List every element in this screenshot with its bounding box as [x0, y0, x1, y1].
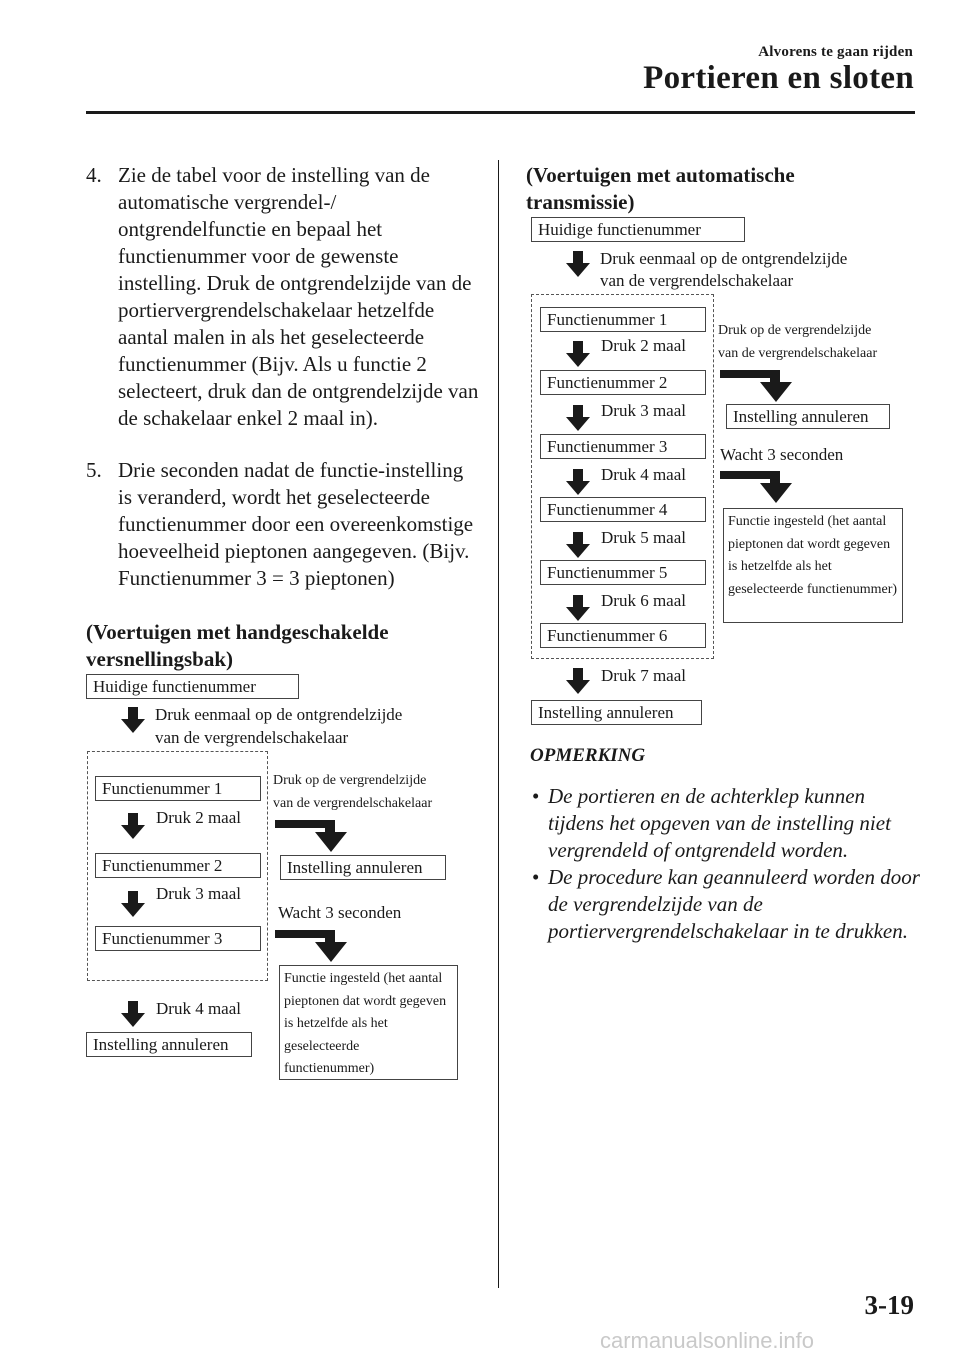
manual-function-3-box: Functienummer 3: [95, 926, 261, 951]
note-title: OPMERKING: [530, 745, 646, 766]
auto-press-once-line1: Druk eenmaal op de ontgrendelzijde: [600, 249, 848, 268]
note-item-text: De procedure kan geannuleerd worden door de vergrendelzijde van de portiervergrendelschakelaar in te drukken.: [548, 865, 920, 943]
step-number: 4.: [86, 163, 102, 187]
note-item: [530, 783, 920, 864]
auto-heading-line1: (Voertuigen met automatische: [526, 163, 795, 187]
manual-cancel-box: Instelling annuleren: [86, 1032, 252, 1057]
down-arrow-icon: [566, 251, 590, 277]
step-4: [86, 162, 481, 432]
manual-press-2: Druk 2 maal: [156, 808, 241, 827]
manual-function-2-box: Functienummer 2: [95, 853, 261, 878]
auto-function-set-box: Functie ingesteld (het aantal pieptonen dat wordt gegeven is hetzelfde als het geselecteerde functienummer): [723, 508, 903, 623]
manual-press-once-line2: van de vergrendelschakelaar: [155, 728, 349, 747]
header-divider: [86, 111, 915, 114]
note-list: [530, 783, 920, 945]
auto-wait: Wacht 3 seconden: [720, 445, 844, 464]
auto-current-function-box: Huidige functienummer: [531, 217, 745, 242]
bullet-icon: •: [532, 865, 540, 889]
auto-lock-line1: Druk op de vergrendelzijde: [718, 323, 872, 338]
down-arrow-icon: [566, 341, 590, 367]
step-text: Drie seconden nadat de functie-instelling is veranderd, wordt het geselecteerde functienummer door een overeenkomstige hoeveelheid pieptonen aangegeven. (Bijv. Functienummer 3 = 3 pieptonen): [118, 458, 474, 590]
manual-press-3: Druk 3 maal: [156, 884, 241, 903]
down-arrow-icon: [121, 813, 145, 839]
manual-wait: Wacht 3 seconden: [278, 903, 402, 922]
note-item: [530, 864, 920, 945]
bullet-icon: •: [532, 784, 540, 808]
down-arrow-icon: [566, 595, 590, 621]
manual-press-last: Druk 4 maal: [156, 999, 241, 1018]
bent-arrow-icon: [275, 926, 355, 964]
watermark: carmanualsonline.info: [600, 1328, 815, 1353]
auto-lock-line2: van de vergrendelschakelaar: [718, 346, 878, 361]
down-arrow-icon: [121, 1001, 145, 1027]
manual-function-set-box: Functie ingesteld (het aantal pieptonen dat wordt gegeven is hetzelfde als het geselecteerde functienummer): [279, 965, 458, 1080]
auto-function-3-box: Functienummer 3: [540, 434, 706, 459]
manual-press-once-line1: Druk eenmaal op de ontgrendelzijde: [155, 705, 403, 724]
auto-cancel-right-box: Instelling annuleren: [726, 404, 890, 429]
auto-press-4: Druk 4 maal: [601, 465, 686, 484]
step-text: Zie de tabel voor de instelling van de automatische vergrendel-/ ontgrendelfunctie en bepaal het functienummer voor de gewenste instelling. Druk de ontgrendelzijde van de portiervergrendelschakelaar hetzelfde aantal malen in als het geselecteerde functienummer (Bijv. Als u functie 2 selecteert, druk dan de ontgrendelzijde van de schakelaar enkel 2 maal in).: [118, 163, 479, 430]
bent-arrow-icon: [275, 816, 355, 854]
step-5: [86, 457, 481, 592]
manual-current-function-box: Huidige functienummer: [86, 674, 299, 699]
auto-function-2-box: Functienummer 2: [540, 370, 706, 395]
down-arrow-icon: [566, 668, 590, 694]
down-arrow-icon: [121, 891, 145, 917]
manual-heading-line1: (Voertuigen met handgeschakelde: [86, 620, 389, 644]
page-number: 3-19: [864, 1290, 914, 1320]
auto-heading-line2: transmissie): [526, 190, 635, 214]
auto-function-4-box: Functienummer 4: [540, 497, 706, 522]
step-number: 5.: [86, 458, 102, 482]
section-title: Portieren en sloten: [643, 60, 914, 96]
manual-cancel-right-box: Instelling annuleren: [280, 855, 446, 880]
manual-lock-line2: van de vergrendelschakelaar: [273, 796, 433, 811]
column-divider: [498, 160, 499, 1288]
auto-press-once-line2: van de vergrendelschakelaar: [600, 271, 794, 290]
auto-press-6: Druk 6 maal: [601, 591, 686, 610]
auto-function-1-box: Functienummer 1: [540, 307, 706, 332]
auto-function-6-box: Functienummer 6: [540, 623, 706, 648]
chapter-title: Alvorens te gaan rijden: [758, 44, 913, 60]
down-arrow-icon: [566, 405, 590, 431]
down-arrow-icon: [566, 469, 590, 495]
auto-function-5-box: Functienummer 5: [540, 560, 706, 585]
note-item-text: De portieren en de achterklep kunnen tijdens het opgeven van de instelling niet vergrendeld of ontgrendeld worden.: [548, 784, 891, 862]
auto-cancel-box: Instelling annuleren: [531, 700, 702, 725]
down-arrow-icon: [566, 532, 590, 558]
auto-press-5: Druk 5 maal: [601, 528, 686, 547]
auto-press-last: Druk 7 maal: [601, 666, 686, 685]
bent-arrow-icon: [720, 366, 800, 404]
bent-arrow-icon: [720, 467, 800, 505]
auto-press-3: Druk 3 maal: [601, 401, 686, 420]
down-arrow-icon: [121, 707, 145, 733]
manual-heading-line2: versnellingsbak): [86, 647, 234, 671]
manual-lock-line1: Druk op de vergrendelzijde: [273, 773, 427, 788]
auto-press-2: Druk 2 maal: [601, 336, 686, 355]
manual-function-1-box: Functienummer 1: [95, 776, 261, 801]
